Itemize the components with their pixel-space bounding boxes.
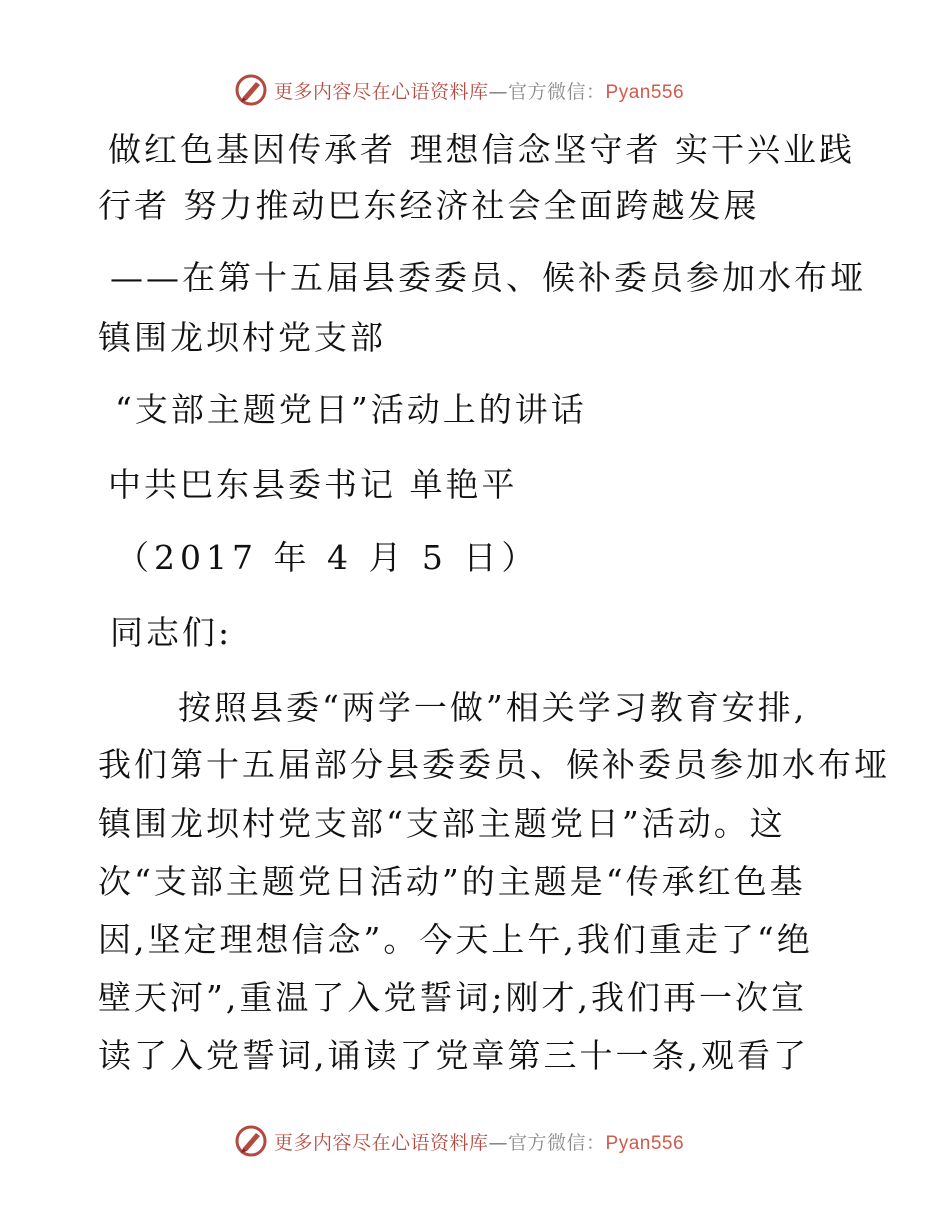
watermark-header [234, 70, 684, 110]
greeting: 同志们: [110, 613, 233, 652]
subtitle-line-1: ——在第十五届县委委员、候补委员参加水布垭 [110, 258, 866, 297]
subtitle-line-2: 镇围龙坝村党支部 [98, 318, 386, 357]
watermark-text: 更多内容尽在心语资料库—官方微信：Pyan556 [274, 1131, 685, 1154]
subtitle-line-3: “支部主题党日”活动上的讲话 [115, 390, 587, 429]
paragraph-line-3: 镇围龙坝村党支部“支部主题党日”活动。这 [98, 804, 786, 843]
title-line-1: 做红色基因传承者 理想信念坚守者 实干兴业践 [108, 130, 855, 169]
date-line: （2017 年 4 月 5 日） [116, 538, 540, 577]
paragraph-line-2: 我们第十五届部分县委委员、候补委员参加水布垭 [98, 745, 890, 784]
paragraph-line-5: 因,坚定理想信念”。今天上午,我们重走了“绝 [98, 920, 813, 959]
pen-logo-icon [234, 73, 268, 107]
title-line-2: 行者 努力推动巴东经济社会全面跨越发展 [98, 186, 760, 225]
paragraph-line-1: 按照县委“两学一做”相关学习教育安排, [178, 688, 808, 727]
author-line: 中共巴东县委书记 单艳平 [108, 465, 518, 504]
pen-logo-icon [234, 1124, 268, 1158]
paragraph-line-4: 次“支部主题党日活动”的主题是“传承红色基 [98, 862, 806, 901]
paragraph-line-7: 读了入党誓词,诵读了党章第三十一条,观看了 [98, 1036, 809, 1075]
paragraph-line-6: 壁天河”,重温了入党誓词;刚才,我们再一次宣 [98, 978, 807, 1017]
watermark-footer [234, 1121, 684, 1161]
watermark-text: 更多内容尽在心语资料库—官方微信：Pyan556 [274, 80, 685, 103]
